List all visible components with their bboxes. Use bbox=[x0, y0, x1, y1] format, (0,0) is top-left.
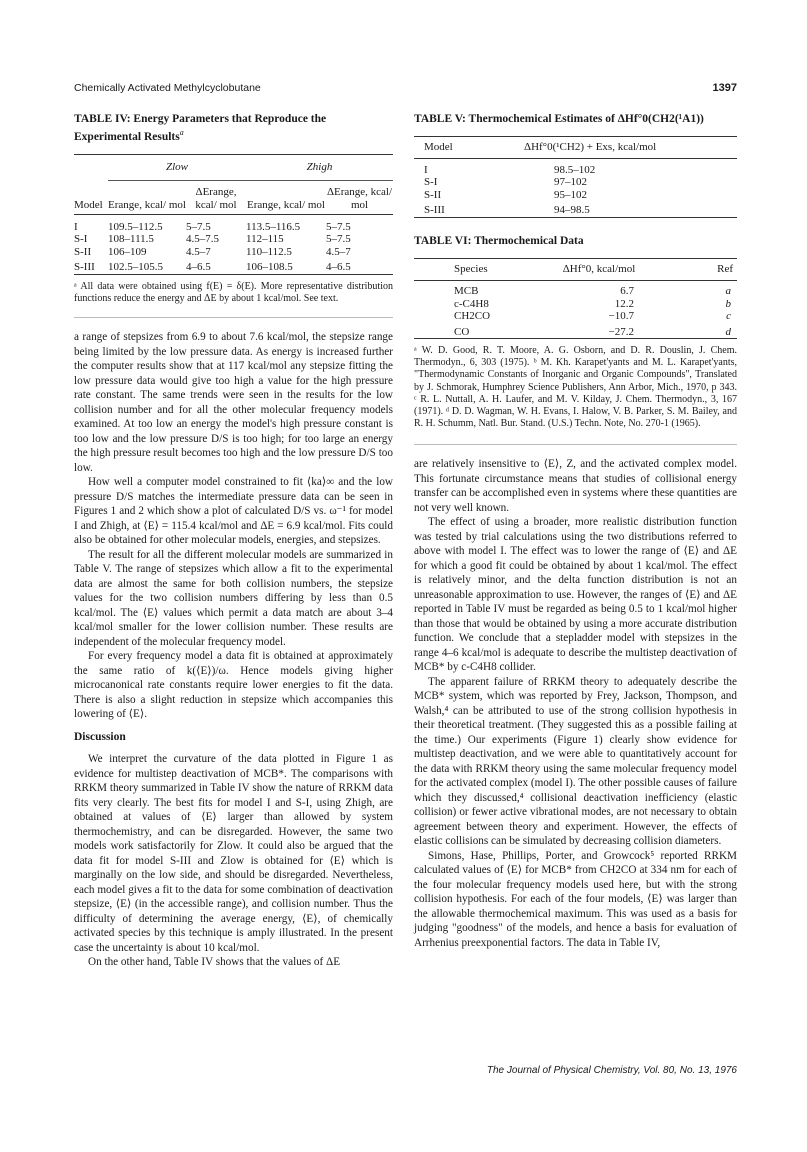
table4-cell: 110–112.5 bbox=[246, 245, 292, 258]
table5-cell: S-II bbox=[424, 188, 442, 201]
table6-cell: 12.2 bbox=[614, 297, 634, 310]
table4-cell: 102.5–105.5 bbox=[108, 261, 163, 274]
table4-cell: 4.5–7 bbox=[326, 245, 351, 258]
table4-cell: I bbox=[74, 220, 78, 233]
table4-caption-note-mark: a bbox=[179, 128, 184, 137]
table4-footnote: ᵃ All data were obtained using f(E) = δ(E). More representative distribution functions reduce the energy and ΔE by about 1 kcal/mol. See text. bbox=[74, 280, 393, 305]
table5-caption: TABLE V: Thermochemical Estimates of ΔHf°0(CH2(¹A1)) bbox=[414, 113, 704, 125]
table5-col-value: ΔHf°0(¹CH2) + Exs, kcal/mol bbox=[524, 141, 657, 154]
table5-cell: I bbox=[424, 163, 428, 176]
table5-cell: 97–102 bbox=[554, 176, 587, 188]
table6-cell: b bbox=[725, 297, 731, 310]
left-column bbox=[74, 112, 393, 970]
table4-caption-line2: Experimental Results bbox=[74, 130, 180, 143]
table4-col-erange-high: Erange, kcal/ mol bbox=[247, 198, 325, 211]
table5 bbox=[414, 136, 737, 218]
paragraph: The effect of using a broader, more realistic distribution function was tested by trial calculations using the two distributions referred to above with model I. The effect was to lower the range of ⟨E⟩ and ΔE for which a good fit could be obtained by about 1 kcal/mol. The effect is relatively minor, and the delta function distribution is not an unreasonable approximation to use. However, the ranges of ⟨E⟩ and ΔE reported in Table IV must be regarded as being 0.5 to 1 kcal/mol higher than those that would be obtained by using a more accurate distribution function. We conclude that a stepladder model with stepsizes in the range 4–6 kcal/mol is adequate to describe the multistep deactivation of MCB* by c-C4H8 collider. bbox=[414, 516, 737, 674]
paragraph: The apparent failure of RRKM theory to adequately describe the MCB* system, which was reported by Frey, Jackson, Thompson, and Walsh,⁴ can be attributed to use of the strong collision hypothesis in their theoretical treatment. (They suggested this as a possible failing at the time.) Our experiments (Figure 1) clearly show evidence for multistep deactivation, and we were able to quantitatively account for the data with RRKM theory using the same molecular frequency model for the activated complex (model I). The other possible causes of failure which they discussed,⁴ collisional deactivation inefficiency (elastic collision) or fewer active vibrational modes, are not necessary to obtain agreement between theory and experiment. However, the effects of elastic collisions can be simulated by decreasing collision diameters. bbox=[414, 675, 737, 848]
table6-cell: MCB bbox=[454, 285, 479, 297]
divider bbox=[414, 444, 737, 445]
table6-cell: −10.7 bbox=[608, 310, 634, 322]
table6-cell: c-C4H8 bbox=[454, 297, 489, 310]
right-column bbox=[414, 112, 737, 950]
table-row bbox=[414, 323, 737, 339]
paragraph: are relatively insensitive to ⟨E⟩, Z, and the activated complex model. This fortunate circumstance means that studies of collisional energy transfer can be accomplished even in systems where these quantities are not very well known. bbox=[414, 458, 737, 514]
table4-cell: S-II bbox=[74, 245, 92, 258]
table4-cell: S-I bbox=[74, 233, 88, 246]
table4-cell: 4–6.5 bbox=[186, 261, 211, 274]
table4-cell: 112–115 bbox=[246, 233, 284, 246]
table-row bbox=[414, 164, 737, 177]
table6-col-species: Species bbox=[454, 262, 488, 275]
table6-cell: CH2CO bbox=[454, 310, 491, 322]
table-row bbox=[414, 189, 737, 202]
paragraph: On the other hand, Table IV shows that the values of ΔE bbox=[88, 956, 341, 969]
table4-cell: 4.5–7.5 bbox=[186, 233, 219, 246]
table5-cell: 95–102 bbox=[554, 188, 587, 201]
table-row bbox=[414, 201, 737, 217]
running-header bbox=[74, 82, 737, 98]
table-row bbox=[74, 246, 393, 259]
paragraph: The result for all the different molecular models are summarized in Table V. The range of stepsizes which allow a fit to the experimental data are almost the same for both collision numbers, the stepsize values for the two collision numbers differing by less than 0.5 kcal/mol. The ⟨E⟩ values which permit a data match are about 3–4 kcal/mol smaller for the lower collision number. These results are independent of the molecular frequency model. bbox=[74, 548, 393, 648]
table4-col-derange-low: ΔErange, kcal/ mol bbox=[195, 186, 237, 211]
table-row bbox=[414, 298, 737, 311]
table-row bbox=[414, 176, 737, 189]
paragraph: For every frequency model a data fit is obtained at approximately the same ratio of k(⟨E⟩)/ω. Hence models giving higher microcanonical rate constants require lower energies to fit the data. There is also a slight reduction in stepsize which accompanies this lowering of ⟨E⟩. bbox=[74, 650, 393, 721]
table-row bbox=[414, 285, 737, 298]
paragraph: How well a computer model constrained to fit ⟨ka⟩∞ and the low pressure D/S matches the intermediate pressure data can be seen in Figures 1 and 2 which show a plot of calculated D/S vs. ω⁻¹ for model I and Zhigh, at ⟨E⟩ = 115.4 kcal/mol and ΔE = 6.9 kcal/mol. Fits could also be obtained for other molecular models, energies, and stepsizes. bbox=[74, 476, 393, 547]
table4-cell: 5–7.5 bbox=[326, 233, 351, 246]
table5-cell: S-III bbox=[424, 204, 445, 216]
table4-caption-line1: TABLE IV: Energy Parameters that Reproduce the bbox=[74, 113, 327, 125]
table4-cell: 106–108.5 bbox=[246, 261, 293, 274]
left-body bbox=[74, 330, 393, 970]
table5-cell: 94–98.5 bbox=[554, 204, 590, 216]
paragraph: We interpret the curvature of the data plotted in Figure 1 as evidence for multistep deactivation of MCB*. The comparisons with RRKM theory summarized in Table IV show the nature of RRKM data fits very clearly. The best fits for model I and S-I, using Zhigh, are obtained at values of ⟨E⟩ larger than allowed by system thermochemistry, and can be disregarded. However, the same two models work satisfactorily for Zlow. It could also be argued that the data fit for model S-III and Zlow is obtained for ⟨E⟩ which is marginally on the low side, and should be disregarded. Nevertheless, each model gives a fit to the data for some combination of deactivation stepsize, ⟨E⟩ (in the accessible range), and collision number. Thus the difficulty of determining the average energy, ⟨E⟩, of chemically activated species by this technique is amply illustrated. In the present case the uncertainty is about 10 kcal/mol. bbox=[74, 753, 393, 954]
table4-cell: 4.5–7 bbox=[186, 245, 211, 258]
table6-caption: TABLE VI: Thermochemical Data bbox=[414, 234, 584, 247]
table4-cell: 5–7.5 bbox=[326, 220, 351, 233]
journal-footer: The Journal of Physical Chemistry, Vol. 80, No. 13, 1976 bbox=[486, 1065, 737, 1076]
table4-caption bbox=[74, 112, 393, 144]
table4-cell: 109.5–112.5 bbox=[108, 220, 163, 233]
table4-cell: 106–109 bbox=[108, 245, 147, 258]
table6-cell: 6.7 bbox=[620, 285, 634, 297]
table5-col-model: Model bbox=[424, 141, 453, 154]
table6-cell: c bbox=[726, 310, 731, 322]
table6-col-ref: Ref bbox=[717, 262, 733, 275]
table4-cell: 113.5–116.5 bbox=[246, 220, 301, 233]
discussion-heading: Discussion bbox=[74, 730, 126, 743]
table-row bbox=[74, 221, 393, 234]
table4-group-high: Zhigh bbox=[306, 161, 333, 174]
table6-col-value: ΔHf°0, kcal/mol bbox=[562, 262, 636, 275]
paragraph: Simons, Hase, Phillips, Porter, and Growcock⁵ reported RRKM calculated values of ⟨E⟩ for MCB* from CH2CO at 334 nm for each of the four molecular frequency models used here, but with the strong collision hypothesis. For each of the four models, ⟨E⟩ was larger than the allowable thermochemical maximum. This was used as a basis for judging "goodness" of the models, and hence a basis for evaluation of Arrhenius preexponential factors. The data in Table IV, bbox=[414, 849, 737, 949]
table6-footnote: ᵃ W. D. Good, R. T. Moore, A. G. Osborn, and D. R. Douslin, J. Chem. Thermodyn., 6, 303 (1975). ᵇ M. Kh. Karapet'yants and M. L. Karapet'yants, "Thermodynamic Constants of Inorganic and Organic Compounds", Translated by J. Schmorak, Humphrey Science Publishers, Ann Arbor, Mich., 1970, p 343. ᶜ R. L. Nuttall, A. H. Laufer, and M. V. Kilday, J. Chem. Thermodyn., 3, 167 (1971). ᵈ D. D. Wagman, W. H. Evans, I. Halow, V. B. Parker, S. M. Bailey, and R. H. Schumm, Natl. Bur. Stand. (U.S.) Techn. Note, No. 270-1 (1965). bbox=[414, 345, 737, 430]
table6-cell: CO bbox=[454, 325, 470, 338]
table4-col-derange-high: ΔErange, kcal/ mol bbox=[326, 186, 393, 211]
table6 bbox=[414, 258, 737, 340]
table4-cell: 4–6.5 bbox=[326, 261, 351, 274]
table5-cell: 98.5–102 bbox=[554, 163, 596, 176]
table4-cell: 5–7.5 bbox=[186, 220, 211, 233]
table4 bbox=[74, 154, 393, 275]
right-body bbox=[414, 457, 737, 950]
running-title: Chemically Activated Methylcyclobutane bbox=[74, 82, 261, 94]
table4-col-erange-low: Erange, kcal/ mol bbox=[108, 198, 186, 211]
table4-group-low: Zlow bbox=[165, 161, 188, 174]
table6-cell: d bbox=[725, 325, 731, 338]
paragraph: a range of stepsizes from 6.9 to about 7.6 kcal/mol, the stepsize range being limited by the low pressure data. As energy is increased further the computer results show that at 117 kcal/mol any stepsize fitting the low pressure data would give too high a value for the high pressure rate constant. The same trends were seen in the results for the low collision number and for all the other molecular frequency models examined. At too low an energy the model's high pressure constant is too low and the low pressure D/S is too high; for too large an energy the high pressure result becomes too high and the low pressure D/S too low. bbox=[74, 331, 393, 474]
table4-cell: S-III bbox=[74, 261, 95, 274]
table5-cell: S-I bbox=[424, 176, 438, 188]
table4-col-model: Model bbox=[74, 198, 103, 211]
table-row bbox=[414, 310, 737, 323]
table-row bbox=[74, 233, 393, 246]
table6-cell: a bbox=[725, 285, 731, 297]
page-number: 1397 bbox=[712, 82, 737, 94]
table4-cell: 108–111.5 bbox=[108, 233, 154, 246]
table-row bbox=[74, 258, 393, 274]
table6-cell: −27.2 bbox=[608, 325, 634, 338]
divider bbox=[74, 317, 393, 318]
